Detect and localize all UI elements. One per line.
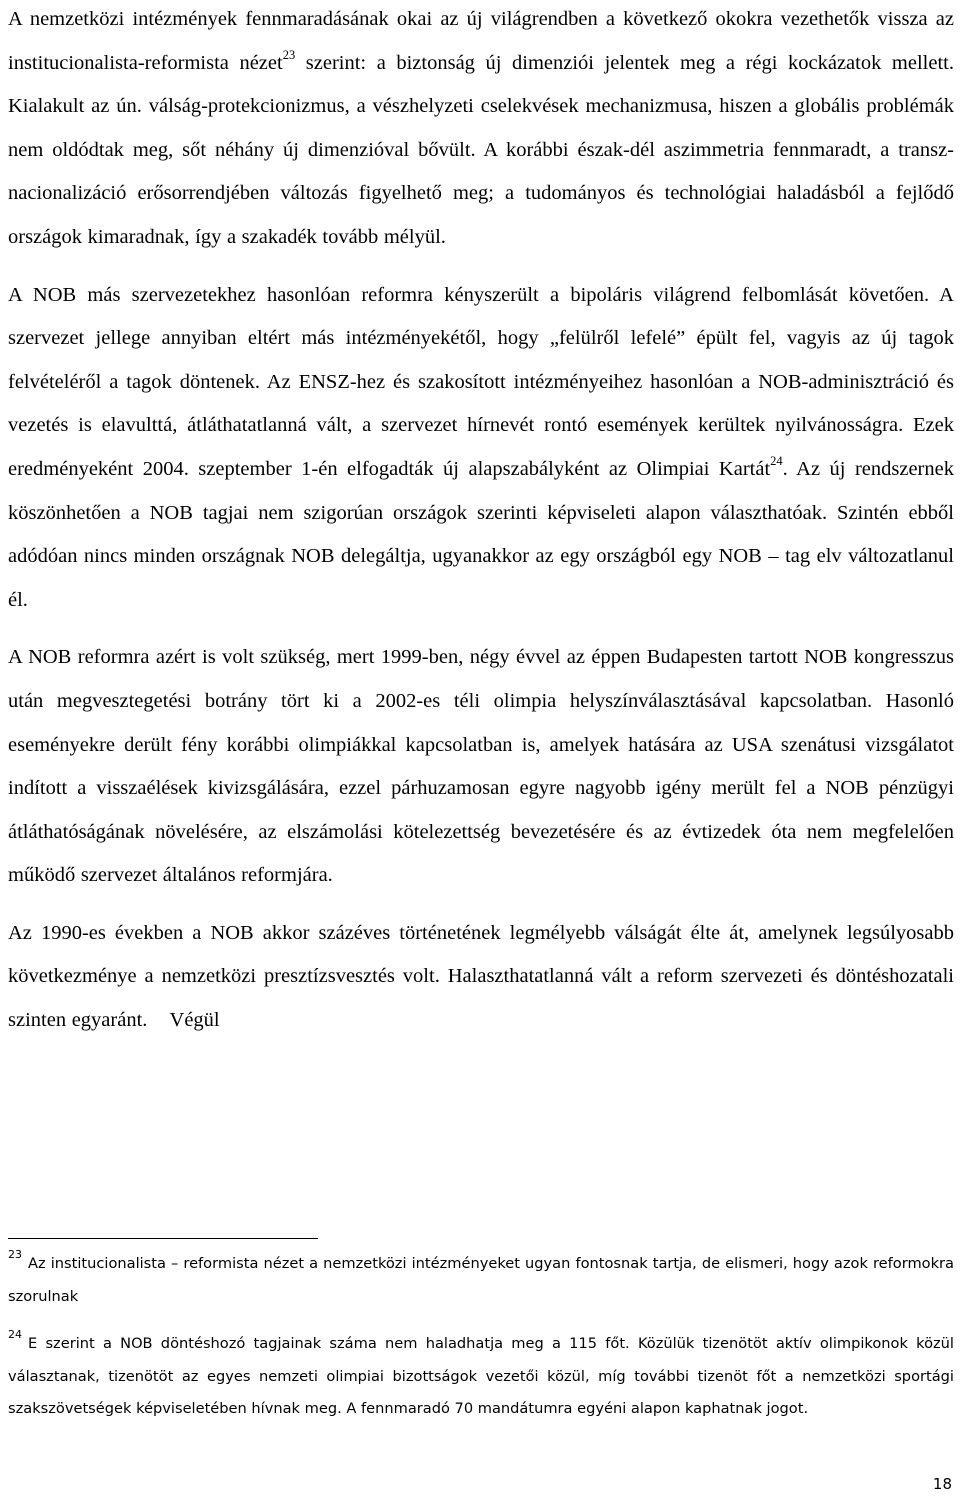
paragraph-1-text-b: szerint: a biztonság új dimenziói jelentek meg a régi kockázatok mellett. Kialakult az ún. válság-protekcionizmus, a vészhelyzeti cselekvések mechanizmusa, hiszen a globális problémák nem oldódtak meg, sőt néhány új dimenzióval bővült. A korábbi észak-dél aszimmetria fennmaradt, a transznacionalizáció erősorrendjében változás figyelhető meg; a tudományos és technológiai haladásból a fejlődő országok kimaradnak, így a szakadék tovább mélyül. <box>8 51 954 248</box>
footnote-23 <box>8 1248 954 1313</box>
footnote-ref-24[interactable]: 24 <box>770 454 783 469</box>
footnote-ref-23[interactable]: 23 <box>282 47 296 62</box>
footnote-text: E szerint a NOB döntéshozó tagjainak száma nem haladhatja meg a 115 főt. Közülük tizenötöt aktív olimpikonok közül választanak, tizenötöt az egyes nemzeti olimpiai bizottságok vezetői közül, míg további tizenöt főt a nemzetközi sportági szakszövetségek képviseletében hívnak meg. A fennmaradó 70 mandátumra egyéni alapon kaphatnak jogot. <box>8 1335 954 1417</box>
footnote-24 <box>8 1328 954 1426</box>
footnote-text: Az institucionalista – reformista nézet a nemzetközi intézményeket ugyan fontosnak tartja, de elismeri, hogy azok reformokra szorulnak <box>8 1255 954 1305</box>
paragraph-4-text: Az 1990-es években a NOB akkor százéves történetének legmélyebb válságát élte át, amelynek legsúlyosabb következménye a nemzetközi presztízsvesztés volt. Halaszthatatlanná vált a reform szervezeti és döntéshozatali szinten egyaránt. Végül <box>8 921 960 1032</box>
footnotes <box>8 1248 954 1426</box>
document-page <box>8 0 960 1043</box>
paragraph-1 <box>8 0 954 260</box>
paragraph-1-text-a: A nemzetközi intézmények fennmaradásának okai az új világrendben a következő okokra vezethetők vissza az institucionalista-reformista nézet <box>8 8 954 74</box>
page-number: 18 <box>932 1475 952 1493</box>
footnote-separator <box>8 1238 318 1239</box>
paragraph-2 <box>8 274 954 623</box>
paragraph-3: A NOB reformra azért is volt szükség, mert 1999-ben, négy évvel az éppen Budapesten tartott NOB kongresszus után megvesztegetési botrány tört ki a 2002-es téli olimpia helyszínválasztásával kapcsolatban. Hasonló eseményekre derült fény korábbi olimpiákkal kapcsolatban is, amelyek hatására az USA szenátusi vizsgálatot indított a visszaélések kivizsgálására, ezzel párhuzamosan egyre nagyobb igény merült fel a NOB pénzügyi átláthatóságának növelésére, az elszámolási kötelezettség bevezetésére és az évtizedek óta nem megfelelően működő szervezet általános reformjára. <box>8 646 954 887</box>
paragraph-4 <box>8 912 960 1043</box>
paragraph-2-text-a: A NOB más szervezetekhez hasonlóan reformra kényszerült a bipoláris világrend felbomlását követően. A szervezet jellege annyiban eltért más intézményekétől, hogy „felülről lefelé” épült fel, vagyis az új tagok felvételéről a tagok döntenek. Az ENSZ-hez és szakosított intézményeihez hasonlóan a NOB-adminisztráció és vezetés is elavulttá, átláthatatlanná vált, a szervezet hírnevét rontó események kerültek nyilvánosságra. Ezek eredményeként 2004. szeptember 1-én elfogadták új alapszabályként az Olimpiai Kartát <box>8 283 954 480</box>
footnote-number: 24 <box>8 1328 22 1342</box>
footnote-number: 23 <box>8 1248 22 1262</box>
paragraph-2-text-b: . Az új rendszernek köszönhetően a NOB tagjai nem szigorúan országok szerinti képviseleti alapon választhatóak. Szintén ebből adódóan nincs minden országnak NOB delegáltja, ugyanakkor az egy országból egy NOB – tag elv változatlanul él. <box>8 457 954 611</box>
